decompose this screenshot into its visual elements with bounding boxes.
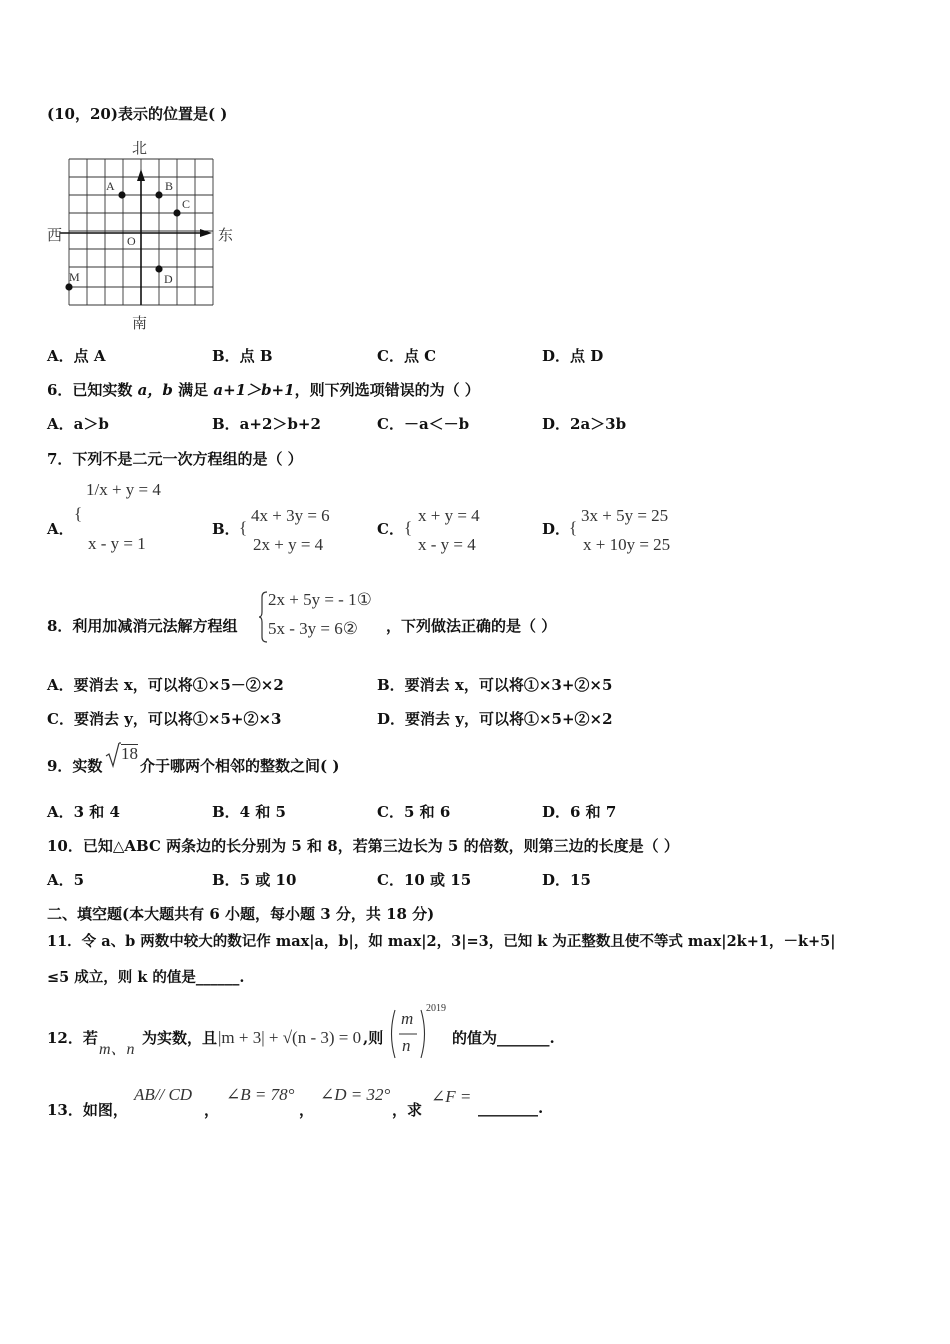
q6-option-c[interactable]: C．－a＜－b	[377, 415, 470, 433]
q13-parallel: AB// CD	[134, 1085, 193, 1104]
q7-c-eq1: x + y = 4	[418, 506, 480, 525]
q5-stem: (10，20)表示的位置是( )	[47, 105, 228, 123]
south-label: 南	[132, 314, 148, 332]
q8-stem-suffix: ，下列做法正确的是（ ）	[386, 617, 557, 635]
q7-system-c[interactable]: { x + y = 4 x - y = 4	[404, 506, 480, 554]
q9-option-b[interactable]: B．4 和 5	[212, 803, 286, 821]
q12-frac-den: n	[402, 1036, 411, 1055]
q10-option-c[interactable]: C．10 或 15	[377, 871, 472, 889]
q10-stem: 10．已知△ABC 两条边的长分别为 5 和 8，若第三边长为 5 的倍数，则第三边的长度是（ ）	[47, 837, 679, 855]
q13-prefix: 13．如图，	[47, 1101, 128, 1119]
q12-frac-num: m	[401, 1009, 414, 1028]
q12-mid: 为实数，且	[142, 1029, 218, 1047]
sqrt-sign	[105, 742, 121, 768]
q10-option-d[interactable]: D．15	[542, 871, 591, 889]
q9-option-d[interactable]: D．6 和 7	[542, 803, 617, 821]
q12-exponent: 2019	[426, 1003, 446, 1014]
q7-a-eq1: 1/x + y = 4	[86, 480, 161, 499]
q9-radicand: 18	[121, 744, 138, 763]
q13-angle-f: ∠F =	[431, 1087, 472, 1106]
point-d-label: D	[164, 272, 173, 286]
section-2-heading: 二、填空题(本大题共有 6 小题，每小题 3 分，共 18 分)	[47, 905, 435, 923]
q9-stem-suffix: 介于哪两个相邻的整数之间( )	[140, 757, 340, 775]
q7-system-a[interactable]: { 1/x + y = 4 x - y = 1	[74, 480, 161, 553]
q7-a-eq2: x - y = 1	[88, 534, 146, 553]
q5-option-c[interactable]: C．点 C	[377, 347, 437, 365]
q7-option-c-label[interactable]: C．	[377, 520, 404, 538]
q12-prefix: 12．若	[47, 1029, 98, 1047]
q8-stem-prefix: 8．利用加减消元法解方程组	[47, 617, 238, 635]
q8-eq1: 2x + 5y = - 1①	[268, 590, 372, 609]
q7-c-eq2: x - y = 4	[418, 535, 476, 554]
origin-label: O	[127, 234, 136, 248]
q7-d-eq1: 3x + 5y = 25	[581, 506, 669, 525]
q7-stem: 7．下列不是二元一次方程组的是（ ）	[47, 450, 303, 468]
q8-option-d[interactable]: D．要消去 y，可以将①×5+②×2	[377, 710, 613, 728]
q8-option-a[interactable]: A．要消去 x，可以将①×5－②×2	[47, 676, 284, 694]
q5-option-b[interactable]: B．点 B	[212, 347, 273, 365]
q8-option-c[interactable]: C．要消去 y，可以将①×5+②×3	[47, 710, 282, 728]
q7-b-eq1: 4x + 3y = 6	[251, 506, 330, 525]
east-label: 东	[218, 226, 234, 244]
q9-option-a[interactable]: A．3 和 4	[47, 803, 120, 821]
q5-option-d[interactable]: D．点 D	[542, 347, 604, 365]
q10-option-b[interactable]: B．5 或 10	[212, 871, 297, 889]
q7-option-d-label[interactable]: D．	[542, 520, 571, 538]
q7-d-eq2: x + 10y = 25	[583, 535, 671, 554]
q13-blank: ________.	[478, 1099, 544, 1117]
north-label: 北	[132, 139, 148, 157]
q7-option-b-label[interactable]: B．	[212, 520, 240, 538]
q6-option-b[interactable]: B．a+2＞b+2	[212, 415, 321, 433]
q8-system	[268, 590, 388, 646]
q11-line1: 11．令 a、b 两数中较大的数记作 max|a，b|，如 max|2，3|=3，已知 k 为正整数且使不等式 max|2k+1，－k+5|	[47, 933, 836, 950]
q8-eq2: 5x - 3y = 6②	[268, 619, 358, 638]
q9-option-c[interactable]: C．5 和 6	[377, 803, 451, 821]
q5-compass-grid	[40, 135, 240, 335]
q7-b-eq2: 2x + y = 4	[253, 535, 324, 554]
q11-line2: ≤5 成立，则 k 的值是______.	[47, 969, 245, 986]
q13-comma-1: ，	[204, 1101, 220, 1119]
q9-stem-prefix: 9．实数	[47, 757, 103, 775]
q10-option-a[interactable]: A．5	[47, 871, 85, 889]
point-a-label: A	[106, 179, 115, 193]
q12-vars: m、n	[99, 1041, 135, 1058]
q12-then: ,则	[363, 1029, 384, 1047]
q6-option-a[interactable]: A．a＞b	[47, 415, 109, 433]
q6-stem: 6．已知实数 a，b 满足 a+1＞b+1，则下列选项错误的为（ ）	[47, 381, 480, 399]
q12-suffix: 的值为_______.	[452, 1029, 555, 1047]
point-m-label: M	[69, 270, 80, 284]
q7-system-d[interactable]: { 3x + 5y = 25 x + 10y = 25	[569, 506, 671, 554]
q8-option-b[interactable]: B．要消去 x，可以将①×3+②×5	[377, 676, 613, 694]
q12-expr: |m + 3| + √(n - 3) = 0	[218, 1028, 362, 1047]
west-label: 西	[47, 226, 63, 244]
q5-option-a[interactable]: A．点 A	[47, 347, 106, 365]
q13-angle-d: ∠D = 32°	[320, 1085, 391, 1104]
q7-system-b[interactable]: { 4x + 3y = 6 2x + y = 4	[239, 506, 330, 554]
q13-angle-b: ∠B = 78°	[226, 1085, 295, 1104]
q6-option-d[interactable]: D．2a＞3b	[542, 415, 627, 433]
point-b-label: B	[165, 179, 174, 193]
q7-option-a-label[interactable]: A．	[47, 520, 74, 538]
q13-comma-2: ，	[299, 1101, 315, 1119]
point-c-label: C	[182, 197, 191, 211]
q13-ask: ，求	[392, 1101, 423, 1119]
